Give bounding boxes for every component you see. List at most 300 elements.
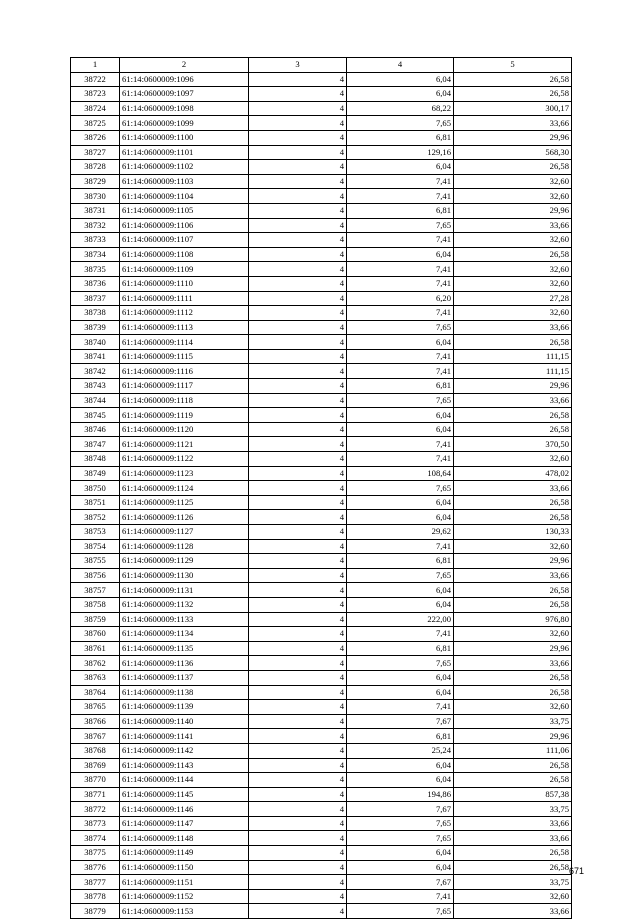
table-row	[71, 816, 572, 831]
cadastral-number-cell: 61:14:0600009:1098	[120, 101, 249, 116]
table-row	[71, 233, 572, 248]
row-number-cell: 38759	[71, 612, 120, 627]
category-cell: 4	[249, 670, 347, 685]
table-row	[71, 656, 572, 671]
table-row	[71, 262, 572, 277]
category-cell: 4	[249, 452, 347, 467]
table-row	[71, 700, 572, 715]
table-row	[71, 612, 572, 627]
column-header-5: 5	[454, 58, 572, 73]
value-cell: 26,58	[454, 860, 572, 875]
row-number-cell: 38757	[71, 583, 120, 598]
column-header-2: 2	[120, 58, 249, 73]
cadastral-number-cell: 61:14:0600009:1104	[120, 189, 249, 204]
category-cell: 4	[249, 700, 347, 715]
category-cell: 4	[249, 875, 347, 890]
cadastral-number-cell: 61:14:0600009:1103	[120, 174, 249, 189]
table-row	[71, 189, 572, 204]
table-row	[71, 583, 572, 598]
table-row	[71, 452, 572, 467]
value-cell: 26,58	[454, 670, 572, 685]
value-cell: 33,66	[454, 831, 572, 846]
category-cell: 4	[249, 291, 347, 306]
area-cell: 7,65	[347, 116, 454, 131]
area-cell: 29,62	[347, 525, 454, 540]
cadastral-number-cell: 61:14:0600009:1107	[120, 233, 249, 248]
column-header-1: 1	[71, 58, 120, 73]
category-cell: 4	[249, 729, 347, 744]
area-cell: 129,16	[347, 145, 454, 160]
category-cell: 4	[249, 276, 347, 291]
cadastral-number-cell: 61:14:0600009:1126	[120, 510, 249, 525]
category-cell: 4	[249, 773, 347, 788]
row-number-cell: 38764	[71, 685, 120, 700]
area-cell: 6,81	[347, 641, 454, 656]
value-cell: 27,28	[454, 291, 572, 306]
row-number-cell: 38766	[71, 714, 120, 729]
category-cell: 4	[249, 743, 347, 758]
column-header-3: 3	[249, 58, 347, 73]
row-number-cell: 38724	[71, 101, 120, 116]
area-cell: 7,41	[347, 189, 454, 204]
value-cell: 32,60	[454, 452, 572, 467]
value-cell: 32,60	[454, 539, 572, 554]
value-cell: 32,60	[454, 627, 572, 642]
area-cell: 7,65	[347, 481, 454, 496]
table-row	[71, 174, 572, 189]
row-number-cell: 38723	[71, 87, 120, 102]
area-cell: 7,41	[347, 889, 454, 904]
table-row	[71, 510, 572, 525]
category-cell: 4	[249, 685, 347, 700]
cadastral-number-cell: 61:14:0600009:1108	[120, 247, 249, 262]
row-number-cell: 38767	[71, 729, 120, 744]
category-cell: 4	[249, 379, 347, 394]
value-cell: 26,58	[454, 422, 572, 437]
row-number-cell: 38747	[71, 437, 120, 452]
cadastral-number-cell: 61:14:0600009:1122	[120, 452, 249, 467]
category-cell: 4	[249, 554, 347, 569]
value-cell: 857,38	[454, 787, 572, 802]
area-cell: 6,04	[347, 685, 454, 700]
row-number-cell: 38743	[71, 379, 120, 394]
table-row	[71, 203, 572, 218]
value-cell: 33,66	[454, 816, 572, 831]
table-header	[71, 58, 572, 73]
row-number-cell: 38765	[71, 700, 120, 715]
area-cell: 7,41	[347, 437, 454, 452]
area-cell: 222,00	[347, 612, 454, 627]
cadastral-number-cell: 61:14:0600009:1148	[120, 831, 249, 846]
area-cell: 108,64	[347, 466, 454, 481]
category-cell: 4	[249, 203, 347, 218]
area-cell: 6,04	[347, 510, 454, 525]
row-number-cell: 38777	[71, 875, 120, 890]
cadastral-number-cell: 61:14:0600009:1153	[120, 904, 249, 919]
row-number-cell: 38733	[71, 233, 120, 248]
value-cell: 33,66	[454, 481, 572, 496]
area-cell: 6,04	[347, 583, 454, 598]
cadastral-number-cell: 61:14:0600009:1152	[120, 889, 249, 904]
table-row	[71, 875, 572, 890]
value-cell: 26,58	[454, 72, 572, 87]
table-row	[71, 87, 572, 102]
cadastral-number-cell: 61:14:0600009:1142	[120, 743, 249, 758]
page-number: 671	[568, 866, 584, 876]
cadastral-number-cell: 61:14:0600009:1110	[120, 276, 249, 291]
cadastral-number-cell: 61:14:0600009:1143	[120, 758, 249, 773]
value-cell: 26,58	[454, 846, 572, 861]
table-row	[71, 291, 572, 306]
row-number-cell: 38738	[71, 306, 120, 321]
value-cell: 33,66	[454, 656, 572, 671]
value-cell: 130,33	[454, 525, 572, 540]
cadastral-number-cell: 61:14:0600009:1099	[120, 116, 249, 131]
table-row	[71, 379, 572, 394]
area-cell: 7,65	[347, 568, 454, 583]
value-cell: 33,66	[454, 568, 572, 583]
area-cell: 6,04	[347, 247, 454, 262]
category-cell: 4	[249, 145, 347, 160]
table-row	[71, 101, 572, 116]
value-cell: 29,96	[454, 729, 572, 744]
table-row	[71, 627, 572, 642]
row-number-cell: 38732	[71, 218, 120, 233]
category-cell: 4	[249, 627, 347, 642]
value-cell: 26,58	[454, 583, 572, 598]
table-row	[71, 773, 572, 788]
category-cell: 4	[249, 758, 347, 773]
value-cell: 32,60	[454, 262, 572, 277]
value-cell: 29,96	[454, 130, 572, 145]
cadastral-number-cell: 61:14:0600009:1119	[120, 408, 249, 423]
value-cell: 32,60	[454, 700, 572, 715]
row-number-cell: 38742	[71, 364, 120, 379]
area-cell: 6,04	[347, 87, 454, 102]
row-number-cell: 38726	[71, 130, 120, 145]
cadastral-number-cell: 61:14:0600009:1121	[120, 437, 249, 452]
area-cell: 6,81	[347, 554, 454, 569]
cadastral-number-cell: 61:14:0600009:1150	[120, 860, 249, 875]
area-cell: 6,81	[347, 729, 454, 744]
row-number-cell: 38728	[71, 160, 120, 175]
cadastral-number-cell: 61:14:0600009:1131	[120, 583, 249, 598]
area-cell: 6,81	[347, 130, 454, 145]
category-cell: 4	[249, 481, 347, 496]
cadastral-number-cell: 61:14:0600009:1105	[120, 203, 249, 218]
cadastral-number-cell: 61:14:0600009:1147	[120, 816, 249, 831]
row-number-cell: 38753	[71, 525, 120, 540]
value-cell: 26,58	[454, 510, 572, 525]
row-number-cell: 38746	[71, 422, 120, 437]
category-cell: 4	[249, 583, 347, 598]
row-number-cell: 38734	[71, 247, 120, 262]
row-number-cell: 38756	[71, 568, 120, 583]
category-cell: 4	[249, 539, 347, 554]
area-cell: 6,04	[347, 670, 454, 685]
value-cell: 32,60	[454, 889, 572, 904]
value-cell: 300,17	[454, 101, 572, 116]
category-cell: 4	[249, 802, 347, 817]
category-cell: 4	[249, 816, 347, 831]
cadastral-number-cell: 61:14:0600009:1102	[120, 160, 249, 175]
table-row	[71, 364, 572, 379]
cadastral-number-cell: 61:14:0600009:1120	[120, 422, 249, 437]
cadastral-number-cell: 61:14:0600009:1140	[120, 714, 249, 729]
category-cell: 4	[249, 393, 347, 408]
cadastral-number-cell: 61:14:0600009:1118	[120, 393, 249, 408]
area-cell: 6,04	[347, 408, 454, 423]
area-cell: 6,04	[347, 160, 454, 175]
category-cell: 4	[249, 889, 347, 904]
value-cell: 26,58	[454, 758, 572, 773]
value-cell: 976,80	[454, 612, 572, 627]
area-cell: 7,65	[347, 831, 454, 846]
row-number-cell: 38755	[71, 554, 120, 569]
category-cell: 4	[249, 130, 347, 145]
category-cell: 4	[249, 787, 347, 802]
row-number-cell: 38740	[71, 335, 120, 350]
category-cell: 4	[249, 262, 347, 277]
cadastral-number-cell: 61:14:0600009:1130	[120, 568, 249, 583]
category-cell: 4	[249, 510, 347, 525]
area-cell: 7,41	[347, 364, 454, 379]
category-cell: 4	[249, 247, 347, 262]
area-cell: 7,41	[347, 452, 454, 467]
value-cell: 29,96	[454, 203, 572, 218]
row-number-cell: 38749	[71, 466, 120, 481]
category-cell: 4	[249, 495, 347, 510]
table-row	[71, 320, 572, 335]
table-row	[71, 860, 572, 875]
row-number-cell: 38735	[71, 262, 120, 277]
category-cell: 4	[249, 87, 347, 102]
category-cell: 4	[249, 831, 347, 846]
row-number-cell: 38770	[71, 773, 120, 788]
area-cell: 7,41	[347, 262, 454, 277]
header-row	[71, 58, 572, 73]
value-cell: 26,58	[454, 685, 572, 700]
table-row	[71, 787, 572, 802]
area-cell: 6,04	[347, 72, 454, 87]
table-row	[71, 218, 572, 233]
area-cell: 6,04	[347, 335, 454, 350]
table-row	[71, 525, 572, 540]
table-row	[71, 831, 572, 846]
table-row	[71, 349, 572, 364]
row-number-cell: 38750	[71, 481, 120, 496]
value-cell: 26,58	[454, 87, 572, 102]
value-cell: 568,30	[454, 145, 572, 160]
category-cell: 4	[249, 422, 347, 437]
cadastral-number-cell: 61:14:0600009:1125	[120, 495, 249, 510]
cadastral-number-cell: 61:14:0600009:1100	[120, 130, 249, 145]
row-number-cell: 38775	[71, 846, 120, 861]
category-cell: 4	[249, 160, 347, 175]
area-cell: 7,65	[347, 904, 454, 919]
category-cell: 4	[249, 714, 347, 729]
area-cell: 194,86	[347, 787, 454, 802]
value-cell: 33,75	[454, 875, 572, 890]
cadastral-number-cell: 61:14:0600009:1134	[120, 627, 249, 642]
cadastral-number-cell: 61:14:0600009:1109	[120, 262, 249, 277]
category-cell: 4	[249, 656, 347, 671]
row-number-cell: 38773	[71, 816, 120, 831]
table-row	[71, 160, 572, 175]
cadastral-number-cell: 61:14:0600009:1117	[120, 379, 249, 394]
row-number-cell: 38736	[71, 276, 120, 291]
cadastral-number-cell: 61:14:0600009:1146	[120, 802, 249, 817]
category-cell: 4	[249, 189, 347, 204]
cadastral-number-cell: 61:14:0600009:1128	[120, 539, 249, 554]
value-cell: 26,58	[454, 335, 572, 350]
area-cell: 7,67	[347, 802, 454, 817]
cadastral-number-cell: 61:14:0600009:1138	[120, 685, 249, 700]
cadastral-number-cell: 61:14:0600009:1123	[120, 466, 249, 481]
table-row	[71, 685, 572, 700]
row-number-cell: 38760	[71, 627, 120, 642]
area-cell: 7,41	[347, 306, 454, 321]
category-cell: 4	[249, 101, 347, 116]
cadastral-number-cell: 61:14:0600009:1114	[120, 335, 249, 350]
category-cell: 4	[249, 364, 347, 379]
area-cell: 6,04	[347, 758, 454, 773]
cadastral-number-cell: 61:14:0600009:1096	[120, 72, 249, 87]
cadastral-number-cell: 61:14:0600009:1097	[120, 87, 249, 102]
row-number-cell: 38727	[71, 145, 120, 160]
row-number-cell: 38778	[71, 889, 120, 904]
category-cell: 4	[249, 641, 347, 656]
value-cell: 33,75	[454, 714, 572, 729]
value-cell: 33,66	[454, 393, 572, 408]
row-number-cell: 38762	[71, 656, 120, 671]
value-cell: 33,66	[454, 218, 572, 233]
area-cell: 7,41	[347, 233, 454, 248]
category-cell: 4	[249, 116, 347, 131]
cadastral-number-cell: 61:14:0600009:1144	[120, 773, 249, 788]
cadastral-number-cell: 61:14:0600009:1139	[120, 700, 249, 715]
cadastral-number-cell: 61:14:0600009:1106	[120, 218, 249, 233]
table-body	[71, 72, 572, 918]
category-cell: 4	[249, 335, 347, 350]
area-cell: 7,41	[347, 627, 454, 642]
table-row	[71, 802, 572, 817]
cadastral-number-cell: 61:14:0600009:1141	[120, 729, 249, 744]
value-cell: 26,58	[454, 597, 572, 612]
area-cell: 68,22	[347, 101, 454, 116]
area-cell: 7,65	[347, 656, 454, 671]
area-cell: 7,65	[347, 320, 454, 335]
area-cell: 7,41	[347, 539, 454, 554]
row-number-cell: 38771	[71, 787, 120, 802]
row-number-cell: 38774	[71, 831, 120, 846]
cadastral-number-cell: 61:14:0600009:1129	[120, 554, 249, 569]
row-number-cell: 38779	[71, 904, 120, 919]
table-row	[71, 481, 572, 496]
value-cell: 26,58	[454, 495, 572, 510]
area-cell: 6,20	[347, 291, 454, 306]
cadastral-number-cell: 61:14:0600009:1113	[120, 320, 249, 335]
category-cell: 4	[249, 846, 347, 861]
row-number-cell: 38729	[71, 174, 120, 189]
area-cell: 7,67	[347, 875, 454, 890]
category-cell: 4	[249, 349, 347, 364]
cadastral-number-cell: 61:14:0600009:1115	[120, 349, 249, 364]
table-row	[71, 539, 572, 554]
value-cell: 111,15	[454, 349, 572, 364]
table-row	[71, 393, 572, 408]
area-cell: 6,04	[347, 495, 454, 510]
row-number-cell: 38761	[71, 641, 120, 656]
area-cell: 7,41	[347, 349, 454, 364]
category-cell: 4	[249, 408, 347, 423]
table-row	[71, 306, 572, 321]
row-number-cell: 38731	[71, 203, 120, 218]
category-cell: 4	[249, 218, 347, 233]
value-cell: 32,60	[454, 276, 572, 291]
table-row	[71, 495, 572, 510]
cadastral-number-cell: 61:14:0600009:1137	[120, 670, 249, 685]
area-cell: 7,65	[347, 816, 454, 831]
area-cell: 6,81	[347, 379, 454, 394]
area-cell: 6,04	[347, 422, 454, 437]
cadastral-number-cell: 61:14:0600009:1151	[120, 875, 249, 890]
area-cell: 6,04	[347, 860, 454, 875]
row-number-cell: 38722	[71, 72, 120, 87]
cadastral-number-cell: 61:14:0600009:1145	[120, 787, 249, 802]
area-cell: 7,41	[347, 174, 454, 189]
table-row	[71, 335, 572, 350]
area-cell: 6,04	[347, 773, 454, 788]
table-row	[71, 670, 572, 685]
row-number-cell: 38752	[71, 510, 120, 525]
table-row	[71, 889, 572, 904]
cadastral-number-cell: 61:14:0600009:1101	[120, 145, 249, 160]
value-cell: 33,66	[454, 116, 572, 131]
row-number-cell: 38737	[71, 291, 120, 306]
table-row	[71, 130, 572, 145]
value-cell: 111,06	[454, 743, 572, 758]
value-cell: 26,58	[454, 247, 572, 262]
row-number-cell: 38754	[71, 539, 120, 554]
table-row	[71, 116, 572, 131]
table-row	[71, 554, 572, 569]
value-cell: 32,60	[454, 306, 572, 321]
table-row	[71, 568, 572, 583]
category-cell: 4	[249, 612, 347, 627]
table-row	[71, 714, 572, 729]
row-number-cell: 38768	[71, 743, 120, 758]
table-row	[71, 743, 572, 758]
category-cell: 4	[249, 306, 347, 321]
value-cell: 32,60	[454, 174, 572, 189]
cadastral-number-cell: 61:14:0600009:1112	[120, 306, 249, 321]
cadastral-number-cell: 61:14:0600009:1127	[120, 525, 249, 540]
cadastral-number-cell: 61:14:0600009:1135	[120, 641, 249, 656]
area-cell: 7,41	[347, 276, 454, 291]
area-cell: 7,41	[347, 700, 454, 715]
area-cell: 25,24	[347, 743, 454, 758]
category-cell: 4	[249, 904, 347, 919]
value-cell: 29,96	[454, 641, 572, 656]
value-cell: 370,50	[454, 437, 572, 452]
value-cell: 26,58	[454, 160, 572, 175]
row-number-cell: 38751	[71, 495, 120, 510]
column-header-4: 4	[347, 58, 454, 73]
value-cell: 26,58	[454, 408, 572, 423]
cadastral-number-cell: 61:14:0600009:1133	[120, 612, 249, 627]
cadastral-number-cell: 61:14:0600009:1149	[120, 846, 249, 861]
